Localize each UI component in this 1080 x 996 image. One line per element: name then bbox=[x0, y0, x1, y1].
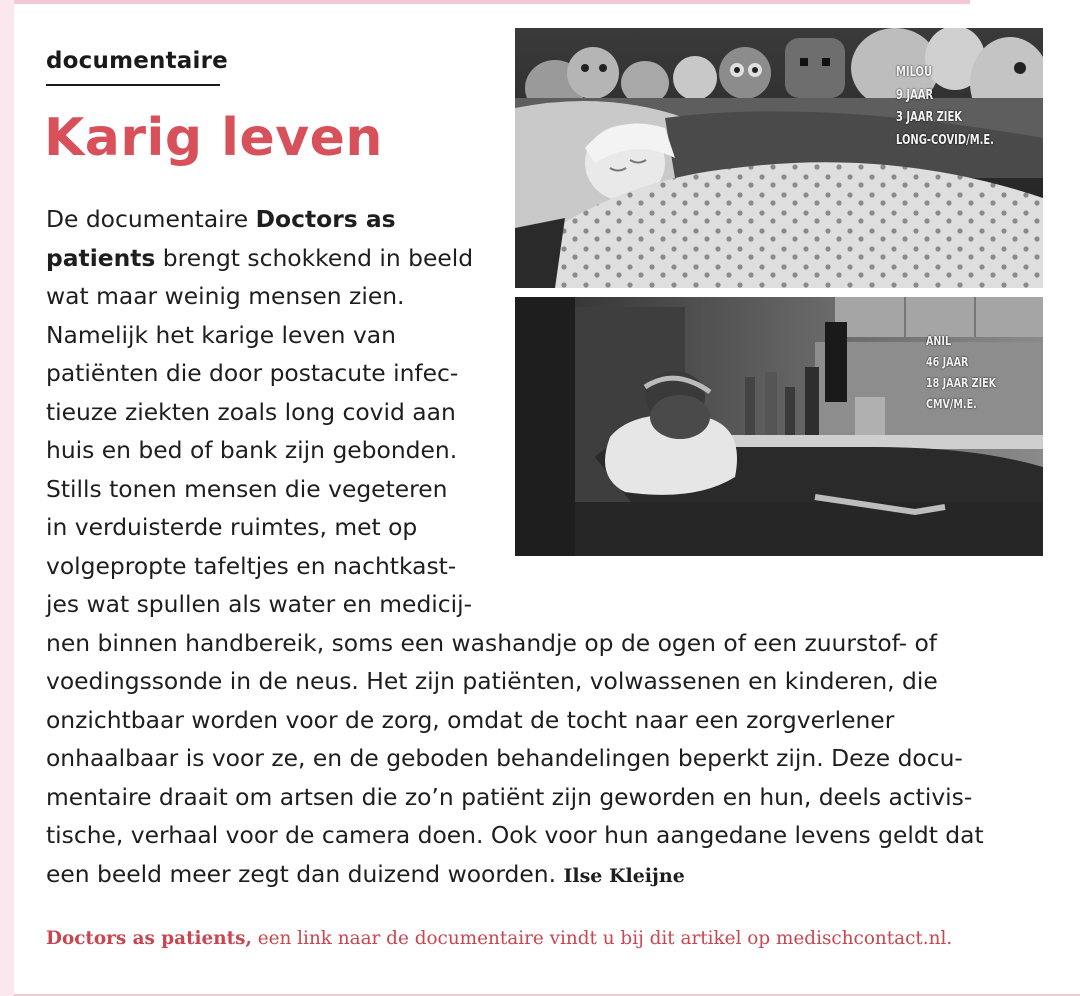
body-line: Stills tonen mensen die vegeteren bbox=[46, 474, 448, 503]
body-line: onhaalbaar is voor ze, en de geboden behandelingen beperkt zijn. Deze docu- bbox=[46, 744, 963, 772]
body-line: tische, verhaal voor de camera doen. Ook voor hun aangedane levens geldt dat bbox=[46, 821, 984, 849]
kicker-underline bbox=[46, 84, 220, 86]
body-line: jes wat spullen als water en medicij- bbox=[46, 590, 473, 618]
author-credit: Ilse Kleijne bbox=[563, 864, 685, 887]
article-headline: Karig leven bbox=[44, 108, 383, 168]
photo-anil bbox=[515, 297, 1043, 556]
top-border bbox=[14, 0, 970, 4]
body-line: volgepropte tafeltjes en nachtkast- bbox=[46, 551, 457, 580]
photo-milou bbox=[515, 28, 1043, 288]
body-line: Namelijk het karige leven van bbox=[46, 320, 396, 349]
footer-title: Doctors as patients, bbox=[46, 928, 252, 949]
body-line: patients brengt schokkend in beeld bbox=[46, 243, 474, 272]
body-line: onzichtbaar worden voor de zorg, omdat de tocht naar een zorgverlener bbox=[46, 705, 895, 734]
body-line: wat maar weinig mensen zien. bbox=[46, 282, 405, 310]
body-line: patiënten die door postacute infec- bbox=[46, 359, 459, 387]
body-line: mentaire draait om artsen die zo’n patiënt zijn geworden en hun, deels activis- bbox=[46, 782, 973, 811]
body-line: voedingssonde in de neus. Het zijn patiënten, volwassenen en kinderen, die bbox=[46, 667, 938, 695]
photo-milou-caption: MILOU 9 JAAR 3 JAAR ZIEK LONG-COVID/M.E. bbox=[896, 65, 994, 148]
body-line: in verduisterde ruimtes, met op bbox=[46, 513, 418, 541]
body-line: huis en bed of bank zijn gebonden. bbox=[46, 436, 458, 464]
body-line-last: een beeld meer zegt dan duizend woorden. Ilse Kleijne bbox=[46, 859, 685, 888]
body-line: De documentaire Doctors as bbox=[46, 205, 396, 233]
photo-anil-caption: ANIL 46 JAAR 18 JAAR ZIEK CMV/M.E. bbox=[926, 333, 997, 411]
footer-link-note: Doctors as patients, een link naar de documentaire vindt u bij dit artikel op medischcontact.nl. bbox=[46, 928, 953, 949]
section-kicker: documentaire bbox=[46, 48, 228, 74]
body-line: tieuze ziekten zoals long covid aan bbox=[46, 397, 456, 426]
body-line: nen binnen handbereik, soms een washandje op de ogen of een zuurstof- of bbox=[46, 628, 938, 657]
